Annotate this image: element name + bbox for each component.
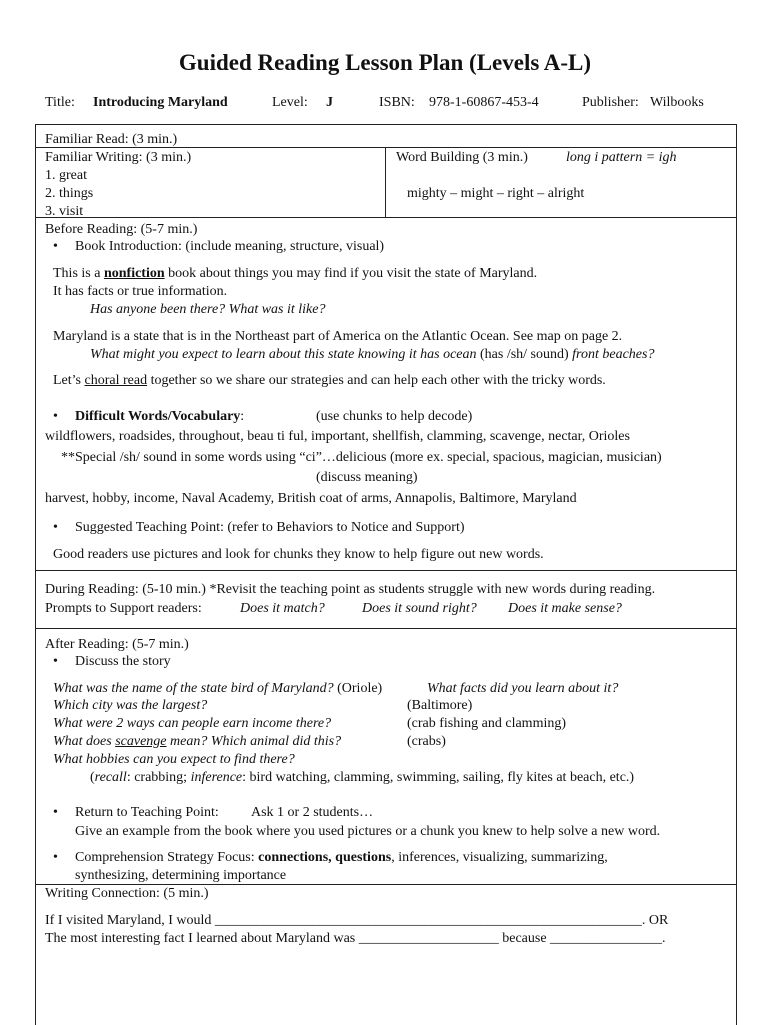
before-reading-heading: Before Reading: (5-7 min.) — [45, 222, 198, 237]
word-building-label: Word Building (3 min.) — [396, 150, 528, 165]
word-building-pattern: long i pattern = igh — [566, 150, 677, 165]
publisher-label: Publisher: — [582, 95, 639, 110]
return-teaching-point: • Return to Teaching Point: — [75, 804, 219, 822]
recall-inference: (recall: crabbing; inference: bird watching, clamming, swimming, sailing, fly kites at beach, etc.) — [90, 770, 635, 785]
page-title: Guided Reading Lesson Plan (Levels A-L) — [178, 50, 592, 75]
return-ask: Ask 1 or 2 students… — [251, 805, 374, 820]
prompt-sense: Does it make sense? — [508, 601, 622, 616]
vocab-list2: harvest, hobby, income, Naval Academy, British coat of arms, Annapolis, Baltimore, Maryland — [45, 491, 577, 506]
vocab-words: wildflowers, roadsides, throughout, beau ti ful, important, shellfish, clamming, scavenge, nectar, Orioles — [45, 429, 630, 444]
divider-after-reading — [35, 628, 737, 629]
familiar-item: 2. things — [45, 186, 94, 201]
maryland-paragraph: Maryland is a state that is in the Northeast part of America on the Atlantic Ocean. See map on page 2. — [53, 329, 623, 344]
special-sound-line: **Special /sh/ sound in some words using “ci”…delicious (more ex. special, spacious, magician, musician) — [61, 450, 662, 465]
writing-heading: Writing Connection: (5 min.) — [45, 886, 209, 901]
return-line2: Give an example from the book where you used pictures or a chunk you knew to help solve a new word. — [75, 824, 661, 839]
familiar-item: 3. visit — [45, 204, 84, 219]
divider-word-building — [385, 147, 386, 217]
vocab-heading: • Difficult Words/Vocabulary: — [75, 408, 244, 426]
divider-familiar — [35, 147, 737, 148]
isbn-label: ISBN: — [379, 95, 415, 110]
intro-line2: It has facts or true information. — [53, 284, 228, 299]
familiar-item: 1. great — [45, 168, 87, 183]
answer-2: (Baltimore) — [407, 698, 473, 713]
question-3: What were 2 ways can people earn income there? — [53, 716, 332, 731]
writing-line1: If I visited Maryland, I would _____________________________________________________________. OR — [45, 913, 669, 928]
good-readers: Good readers use pictures and look for chunks they know to help figure out new words. — [53, 547, 544, 562]
question-5: What hobbies can you expect to find there? — [53, 752, 295, 767]
comprehension-focus: • Comprehension Strategy Focus: connections, questions, inferences, visualizing, summarizing, — [75, 849, 608, 867]
question-4: What does scavenge mean? Which animal did this? — [53, 734, 342, 749]
during-reading-line: During Reading: (5-10 min.) *Revisit the teaching point as students struggle with new words during reading. — [45, 582, 656, 597]
discuss-story: • Discuss the story — [75, 653, 171, 671]
prompt-sound: Does it sound right? — [362, 601, 477, 616]
teaching-point: • Suggested Teaching Point: (refer to Behaviors to Notice and Support) — [75, 519, 465, 537]
choral-read-line: Let’s choral read together so we share our strategies and can help each other with the tricky words. — [53, 373, 606, 388]
question-1b: What facts did you learn about it? — [427, 681, 619, 696]
answer-3: (crab fishing and clamming) — [407, 716, 567, 731]
level-value: J — [326, 95, 333, 110]
comprehension-line2: synthesizing, determining importance — [75, 868, 287, 883]
familiar-read: Familiar Read: (3 min.) — [45, 132, 178, 147]
level-label: Level: — [272, 95, 308, 110]
divider-before-reading — [35, 217, 737, 218]
isbn-value: 978-1-60867-453-4 — [429, 95, 539, 110]
after-reading-heading: After Reading: (5-7 min.) — [45, 637, 189, 652]
writing-line2: The most interesting fact I learned about Maryland was ____________________ because ________________. — [45, 931, 666, 946]
question-1: What was the name of the state bird of Maryland? (Oriole) — [53, 681, 383, 696]
divider-during-reading — [35, 570, 737, 571]
book-intro: • Book Introduction: (include meaning, structure, visual) — [75, 238, 384, 256]
vocab-note: (use chunks to help decode) — [316, 409, 473, 424]
prompt-match: Does it match? — [240, 601, 325, 616]
publisher-value: Wilbooks — [650, 95, 704, 110]
intro-question: Has anyone been there? What was it like? — [90, 302, 326, 317]
maryland-question: What might you expect to learn about this state knowing it has ocean (has /sh/ sound) front beaches? — [90, 347, 655, 362]
familiar-writing: Familiar Writing: (3 min.) — [45, 150, 192, 165]
discuss-meaning: (discuss meaning) — [316, 470, 418, 485]
word-building-words: mighty – might – right – alright — [407, 186, 585, 201]
prompts-label: Prompts to Support readers: — [45, 601, 202, 616]
intro-paragraph: This is a nonfiction book about things you may find if you visit the state of Maryland. — [53, 266, 538, 281]
question-2: Which city was the largest? — [53, 698, 208, 713]
answer-4: (crabs) — [407, 734, 446, 749]
title-label: Title: — [45, 95, 75, 110]
title-value: Introducing Maryland — [93, 95, 228, 110]
